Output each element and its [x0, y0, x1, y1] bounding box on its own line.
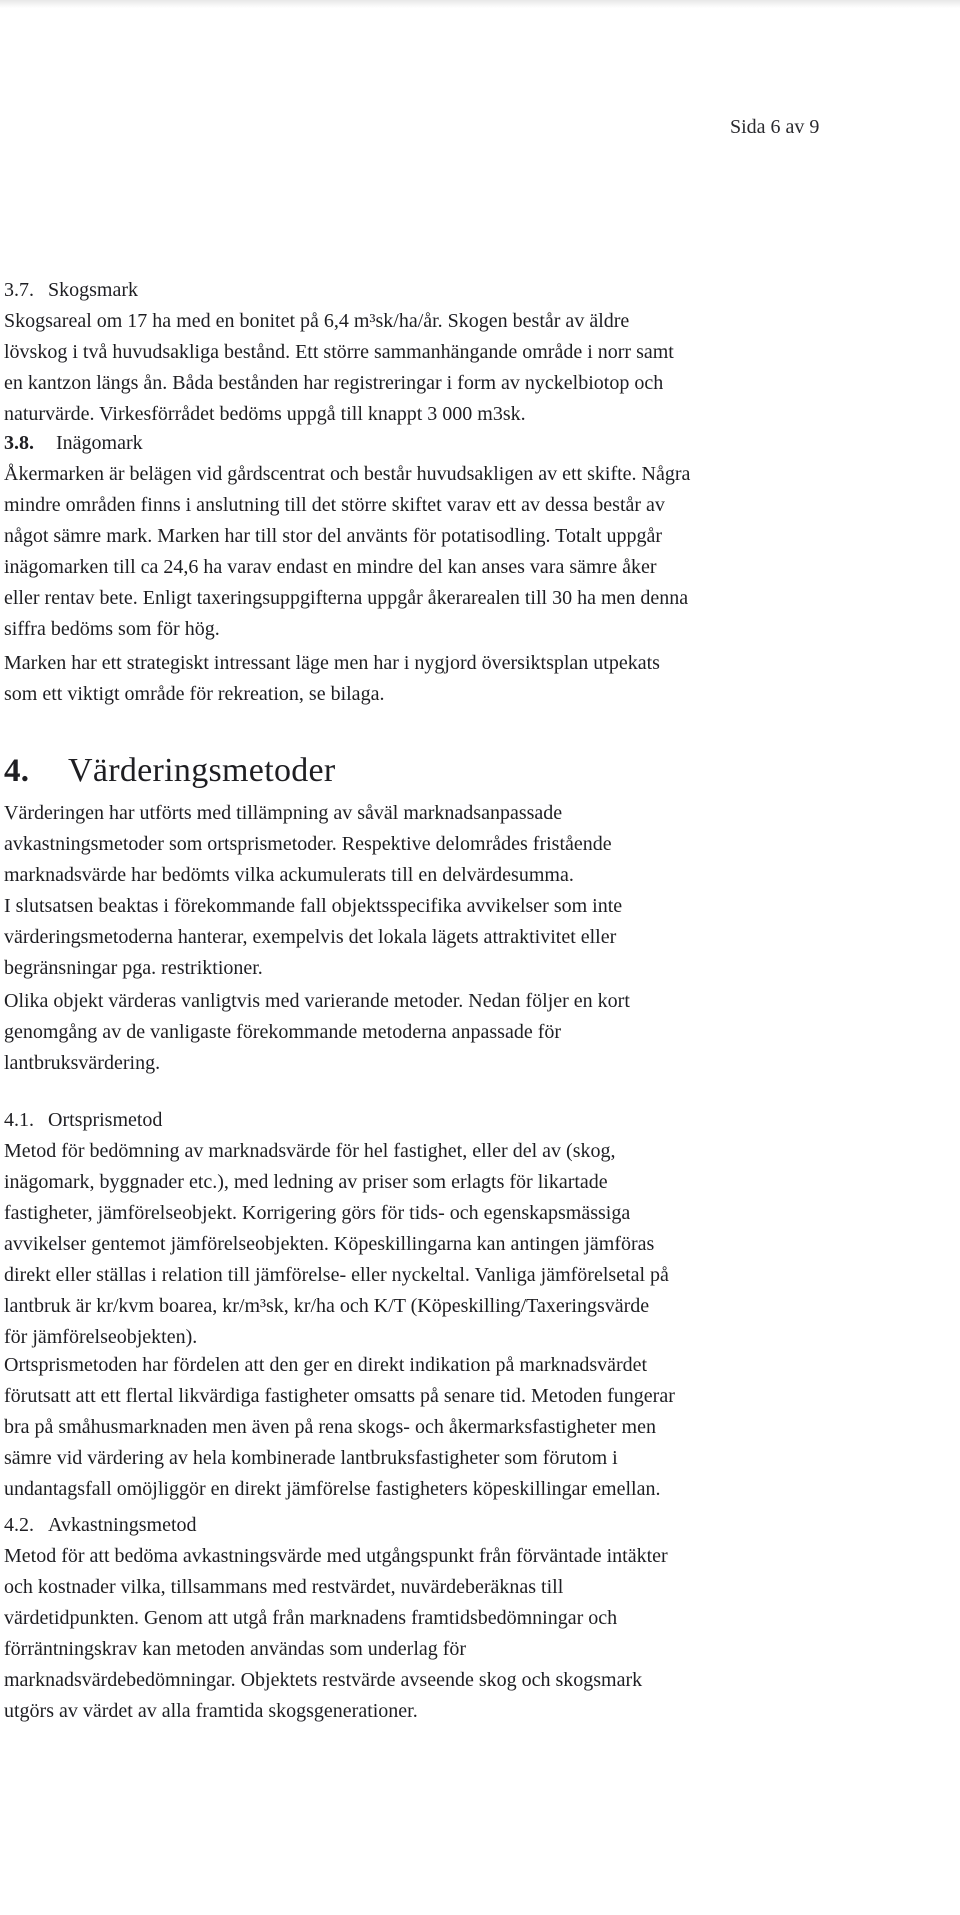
section-4-paragraph-2 [4, 986, 854, 1079]
text-line: Metod för bedömning av marknadsvärde för hel fastighet, eller del av (skog, [4, 1140, 616, 1162]
text-line: värdetidpunkten. Genom att utgå från marknadens framtidsbedömningar och [4, 1607, 618, 1629]
text-line: undantagsfall omöjliggör en direkt jämförelse fastigheters köpeskillingar emellan. [4, 1478, 661, 1500]
section-4-number: 4. [4, 753, 30, 789]
page-number: Sida 6 av 9 [730, 116, 820, 138]
section-3-7-paragraph [4, 306, 854, 430]
text-line: fastigheter, jämförelseobjekt. Korrigering görs för tids- och egenskapsmässiga [4, 1202, 631, 1224]
text-line: förutsatt att ett flertal likvärdiga fastigheter omsatts på senare tid. Metoden fungerar [4, 1385, 675, 1407]
section-3-7-heading [4, 275, 854, 306]
text-line: Åkermarken är belägen vid gårdscentrat och består huvudsakligen av ett skifte. Några [4, 463, 691, 485]
text-line: förräntningskrav kan metoden användas som underlag för [4, 1638, 467, 1660]
text-line: som ett viktigt område för rekreation, se bilaga. [4, 683, 385, 705]
section-4-2-heading [4, 1510, 854, 1541]
section-3-7 [4, 275, 854, 430]
section-3-8-number: 3.8. [4, 432, 34, 454]
text-line: lövskog i två huvudsakliga bestånd. Ett större sammanhängande område i norr samt [4, 341, 674, 363]
text-line: avkastningsmetoder som ortsprismetoder. Respektive delområdes fristående [4, 833, 612, 855]
text-line: marknadsvärde har bedömts vilka ackumulerats till en delvärdesumma. [4, 864, 574, 886]
text-line: inägomarken till ca 24,6 ha varav endast en mindre del kan anses vara sämre åker [4, 556, 657, 578]
section-4-2-title: Avkastningsmetod [48, 1514, 197, 1536]
section-4-2 [4, 1510, 854, 1727]
section-3-8-title: Inägomark [56, 432, 143, 454]
text-line: Skogsareal om 17 ha med en bonitet på 6,4 m³sk/ha/år. Skogen består av äldre [4, 310, 630, 332]
text-line: direkt eller ställas i relation till jämförelse- eller nyckeltal. Vanliga jämförelsetal på [4, 1264, 669, 1286]
text-line: Värderingen har utförts med tillämpning av såväl marknadsanpassade [4, 802, 563, 824]
scan-top-edge [0, 0, 960, 8]
text-line: eller rentav bete. Enligt taxeringsuppgifterna uppgår åkerarealen till 30 ha men denna [4, 587, 689, 609]
text-line: marknadsvärdebedömningar. Objektets restvärde avseende skog och skogsmark [4, 1669, 643, 1691]
text-line: värderingsmetoderna hanterar, exempelvis det lokala lägets attraktivitet eller [4, 926, 617, 948]
section-4-1-number: 4.1. [4, 1109, 34, 1131]
text-line: lantbruksvärdering. [4, 1052, 161, 1074]
section-3-8-paragraph [4, 459, 854, 645]
text-line: en kantzon längs ån. Båda bestånden har registreringar i form av nyckelbiotop och [4, 372, 664, 394]
text-line: Marken har ett strategiskt intressant läge men har i nygjord översiktsplan utpekats [4, 652, 660, 674]
section-4-title: Värderingsmetoder [68, 752, 336, 789]
text-line: begränsningar pga. restriktioner. [4, 957, 263, 979]
text-line: och kostnader vilka, tillsammans med restvärdet, nuvärdeberäknas till [4, 1576, 564, 1598]
text-line: lantbruk är kr/kvm boarea, kr/m³sk, kr/ha och K/T (Köpeskilling/Taxeringsvärde [4, 1295, 650, 1317]
section-4-paragraph-1 [4, 798, 854, 984]
section-3-8-paragraph-2 [4, 648, 854, 710]
text-line: bra på småhusmarknaden men även på rena skogs- och åkermarksfastigheter men [4, 1416, 656, 1438]
section-4-2-paragraph [4, 1541, 854, 1727]
text-line: inägomark, byggnader etc.), med ledning av priser som erlagts för likartade [4, 1171, 608, 1193]
text-line: avvikelser gentemot jämförelseobjekten. Köpeskillingarna kan antingen jämföras [4, 1233, 655, 1255]
section-4-2-number: 4.2. [4, 1514, 34, 1536]
section-3-8-heading [4, 428, 854, 459]
section-4-heading [4, 752, 336, 790]
section-4-1-heading [4, 1105, 854, 1136]
text-line: utgörs av värdet av alla framtida skogsgenerationer. [4, 1700, 418, 1722]
text-line: siffra bedöms som för hög. [4, 618, 220, 640]
section-4-1-title: Ortsprismetod [48, 1109, 163, 1131]
text-line: naturvärde. Virkesförrådet bedöms uppgå till knappt 3 000 m3sk. [4, 403, 526, 425]
text-line: I slutsatsen beaktas i förekommande fall objektsspecifika avvikelser som inte [4, 895, 623, 917]
text-line: Ortsprismetoden har fördelen att den ger en direkt indikation på marknadsvärdet [4, 1354, 648, 1376]
section-4-1-paragraph-1 [4, 1136, 854, 1353]
section-3-7-title: Skogsmark [48, 279, 138, 301]
text-line: något sämre mark. Marken har till stor del använts för potatisodling. Totalt uppgår [4, 525, 663, 547]
section-3-8 [4, 428, 854, 645]
text-line: Olika objekt värderas vanligtvis med varierande metoder. Nedan följer en kort [4, 990, 630, 1012]
section-3-7-number: 3.7. [4, 279, 34, 301]
section-4-1 [4, 1105, 854, 1353]
text-line: mindre områden finns i anslutning till det större skiftet varav ett av dessa består av [4, 494, 665, 516]
text-line: för jämförelseobjekten). [4, 1326, 198, 1348]
text-line: genomgång av de vanligaste förekommande metoderna anpassade för [4, 1021, 562, 1043]
text-line: Metod för att bedöma avkastningsvärde med utgångspunkt från förväntade intäkter [4, 1545, 668, 1567]
text-line: sämre vid värdering av hela kombinerade lantbruksfastigheter som förutom i [4, 1447, 618, 1469]
section-4-1-paragraph-2 [4, 1350, 854, 1505]
